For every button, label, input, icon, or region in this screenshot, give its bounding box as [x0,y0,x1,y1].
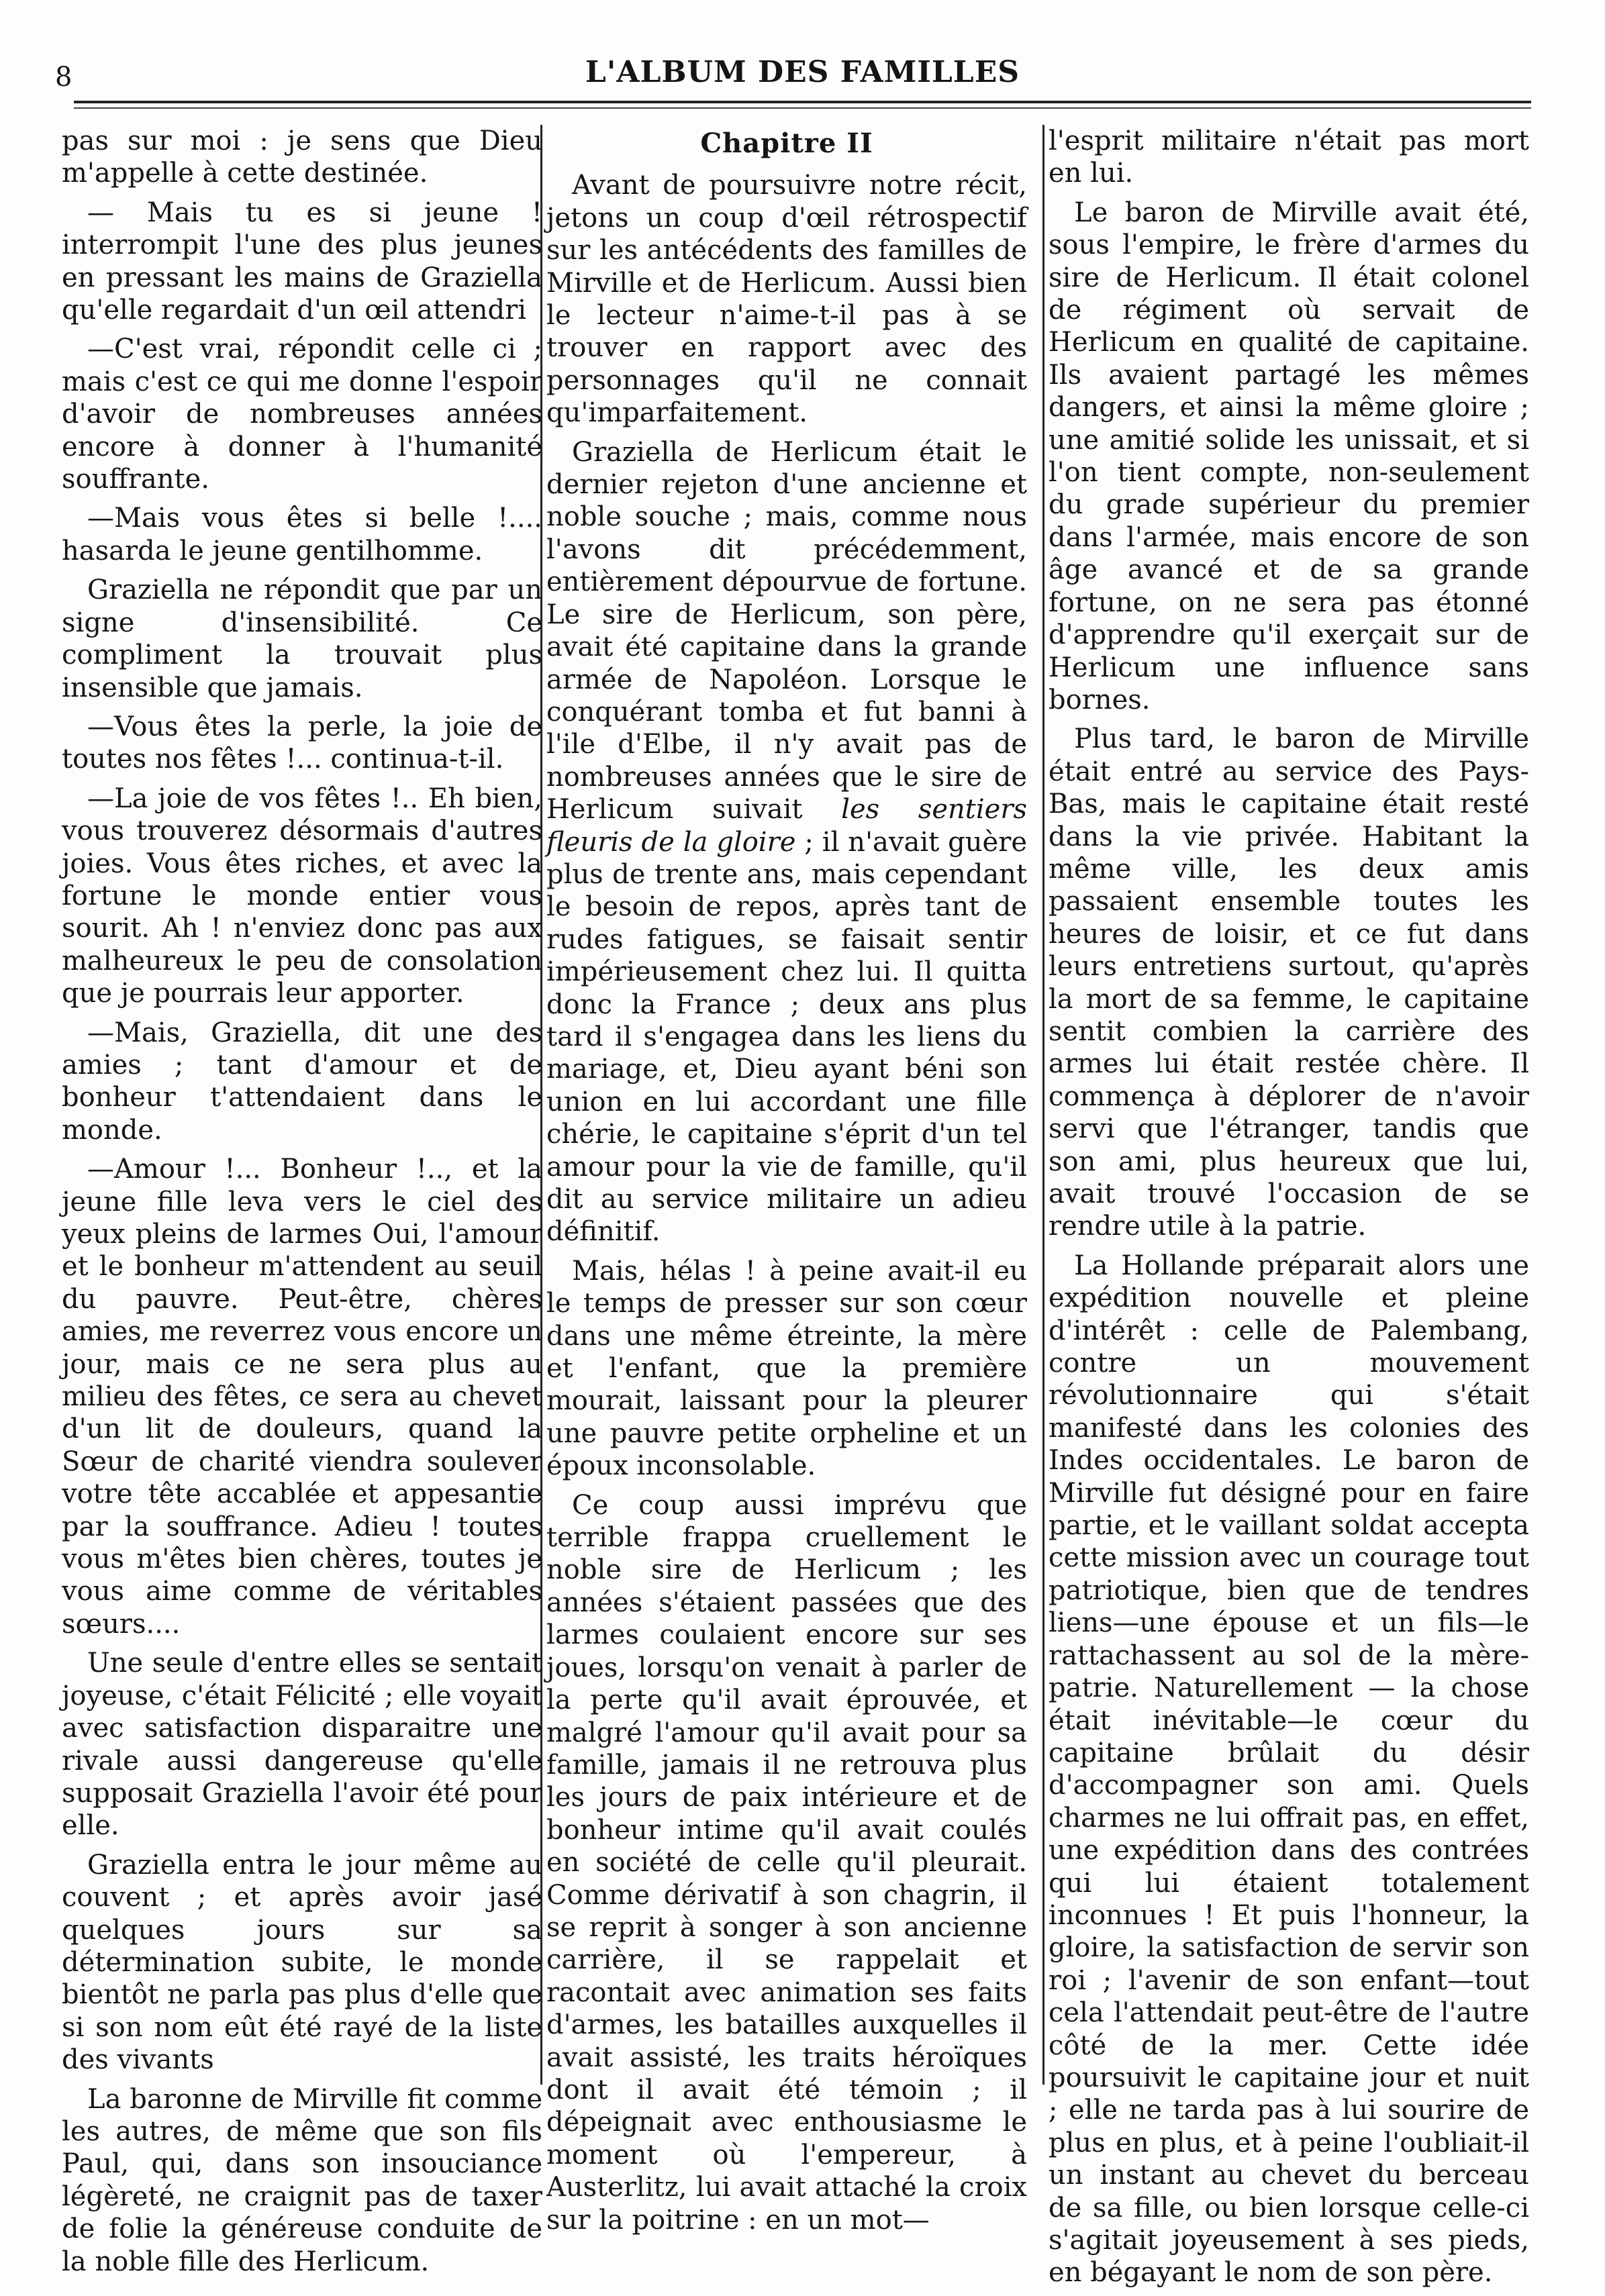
paragraph-text: —Mais, Graziella, dit une des amies ; tant d'amour et de bonheur t'attendaient dans le monde. [62,1017,542,1146]
paragraph-text: Graziella ne répondit que par un signe d'insensibilité. Ce compliment la trouvait plus insensible que jamais. [62,575,542,703]
paragraph-text: l'esprit militaire n'était pas mort en lui. [1049,126,1529,189]
paragraph-text: —Amour !... Bonheur !.., et la jeune fille leva vers le ciel des yeux pleins de larmes Oui, l'amour et le bonheur m'attendent au seuil du pauvre. Peut-être, chères amies, me reverrez vous encore un jour, mais ce ne sera plus au milieu des fêtes, ce sera au chevet d'un lit de douleurs, quand la Sœur de charité viendra soulever votre tête accablée et appesantie par la souffrance. Adieu ! toutes vous m'êtes bien chères, toutes je vous aime comme de véritables sœurs.... [62,1154,542,1640]
paragraph [62,197,542,327]
paragraph [62,125,542,190]
paragraph-text: pas sur moi : je sens que Dieu m'appelle à cette destinée. [62,126,542,189]
paragraph-text-continued: ; il n'avait guère plus de trente ans, mais cependant le besoin de repos, après tant de rudes fatigues, se faisait sentir impérieusement chez lui. Il quitta donc la France ; deux ans plus tard il s'engagea dans les liens du mariage, et, Dieu ayant béni son union en lui accordant une fille chérie, le capitaine s'éprit d'un tel amour pour la vie de famille, qu'il dit au service militaire un adieu définitif. [546,826,1027,1248]
text-column-1 [62,125,542,2285]
paragraph [1049,1250,1529,2289]
paragraph [62,1153,542,1640]
paragraph [62,783,542,1010]
paragraph [1049,197,1529,717]
text-column-2 [546,125,1027,2243]
paragraph [62,1017,542,1147]
paragraph-text: La Hollande préparait alors une expédition nouvelle et pleine d'intérêt : celle de Palembang, contre un mouvement révolutionnaire qui s'était manifesté dans les colonies des Indes occidentales. Le baron de Mirville fut désigné pour en faire partie, et le vaillant soldat accepta cette mission avec un courage tout patriotique, bien que de tendres liens—une épouse et un fils—le rattachassent au sol de la mère-patrie. Naturellement — la chose était inévitable—le cœur du capitaine brûlait du désir d'accompagner son ami. Quels charmes ne lui offrait pas, en effet, une expédition dans des contrées qui lui étaient totalement inconnues ! Et puis l'honneur, la gloire, la satisfaction de servir son roi ; l'avenir de son enfant—tout cela l'attendait peut-être de l'autre côté de la mer. Cette idée poursuivit le capitaine jour et nuit ; elle ne tarda pas à lui sourire de plus en plus, et à peine l'oubliait-il un instant au chevet du berceau de sa fille, ou bien lorsque celle-ci s'agitait joyeusement à ses pieds, en bégayant le nom de son père. [1049,1250,1529,2289]
paragraph-text: Une seule d'entre elles se sentait joyeuse, c'était Félicité ; elle voyait avec satisfaction disparaitre une rivale aussi dangereuse qu'elle supposait Graziella l'avoir été pour elle. [62,1648,542,1842]
paragraph [62,2083,542,2278]
paragraph [546,1489,1027,2236]
paragraph [546,1255,1027,1483]
paragraph-text: —Vous êtes la perle, la joie de toutes nos fêtes !... continua-t-il. [62,711,542,775]
paragraph-text: Graziella de Herlicum était le dernier rejeton d'une ancienne et noble souche ; mais, comme nous l'avons dit précédemment, entièrement dépourvue de fortune. Le sire de Herlicum, son père, avait été capitaine dans la grande armée de Napoléon. Lorsque le conquérant tomba et fut banni à l'ile d'Elbe, il n'y avait pas de nombreuses années que le sire de Herlicum suivait [546,436,1027,826]
paragraph [1049,723,1529,1243]
paragraph-text: Mais, hélas ! à peine avait-il eu le temps de presser sur son cœur dans une même étreinte, la mère et l'enfant, que la première mourait, laissant pour la pleurer une pauvre petite orpheline et un époux inconsolable. [546,1255,1027,1482]
chapter-title: Chapitre II [700,128,873,159]
paragraph [62,333,542,495]
paragraph [62,574,542,704]
header-rule [74,101,1531,103]
italic-phrase: les sentiers fleuris de la gloire [546,794,1027,858]
paragraph-text: Le baron de Mirville avait été, sous l'empire, le frère d'armes du sire de Herlicum. Il était colonel de régiment où servait de Herlicum en qualité de capitaine. Ils avaient partagé les mêmes dangers, et ainsi la même gloire ; une amitié solide les unissait, et si l'on tient compte, non-seulement du grade supérieur du premier dans l'armée, mais encore de son âge avancé et de sa grande fortune, on ne sera pas étonné d'apprendre qu'il exerçait sur de Herlicum une influence sans bornes. [1049,197,1529,715]
paragraph [62,1647,542,1842]
paragraph-text: Plus tard, le baron de Mirville était entré au service des Pays-Bas, mais le capitaine était resté dans la vie privée. Habitant la même ville, les deux amis passaient ensemble toutes les heures de loisir, et ce fut dans leurs entretiens surtout, qu'après la mort de sa femme, le capitaine sentit combien la carrière des armes lui était restée chère. Il commença à déplorer de n'avoir servi que l'étranger, tandis que son ami, plus heureux que lui, avait trouvé l'occasion de se rendre utile à la patrie. [1049,723,1529,1242]
page-number: 8 [55,62,72,93]
header-rule-thin [74,107,1531,109]
paragraph [546,169,1027,429]
paragraph [1049,125,1529,190]
scan-edge [1585,0,1605,2159]
paragraph-text: Avant de poursuivre notre récit, jetons un coup d'œil rétrospectif sur les antécédents des familles de Mirville et de Herlicum. Aussi bien le lecteur n'aime-t-il pas à se trouver en rapport avec des personnages qu'il ne connait qu'imparfaitement. [546,170,1027,429]
paragraph [62,711,542,776]
paragraph-text: Ce coup aussi imprévu que terrible frappa cruellement le noble sire de Herlicum ; les années s'étaient passées que des larmes coulaient encore sur ses joues, lorsqu'on venait à parler de la perte qu'il avait éprouvée, et malgré l'amour qu'il avait pour sa famille, jamais il ne retrouva plus les jours de paix intérieure et de bonheur intime qu'il avait coulés en société de celle qu'il pleurait. Comme dérivatif à son chagrin, il se reprit à songer à son ancienne carrière, il se rappelait et racontait avec animation ses faits d'armes, les batailles auxquelles il avait assisté, les traits héroïques dont il avait été témoin ; il dépeignait avec enthousiasme le moment où l'empereur, à Austerlitz, lui avait attaché la croix sur la poitrine : en un mot— [546,1489,1027,2236]
paragraph-text: La baronne de Mirville fit comme les autres, de même que son fils Paul, qui, dans son insouciance légèreté, ne craignit pas de taxer de folie la généreuse conduite de la noble fille des Herlicum. [62,2083,542,2277]
paragraph [62,1849,542,2077]
paragraph-text: —C'est vrai, répondit celle ci ; mais c'est ce qui me donne l'espoir d'avoir de nombreuses années encore à donner à l'humanité souffrante. [62,334,542,495]
paragraph-text: —Mais vous êtes si belle !.... hasarda le jeune gentilhomme. [62,503,542,566]
text-column-3 [1049,125,1529,2296]
paragraph [62,502,542,567]
paragraph-text: Graziella entra le jour même au couvent ; et après avoir jasé quelques jours sur sa détermination subite, le monde bientôt ne parla pas plus d'elle que si son nom eût été rayé de la liste des vivants [62,1849,542,2076]
column-divider-2 [1042,125,1044,2085]
paragraph-text: — Mais tu es si jeune ! interrompit l'une des plus jeunes en pressant les mains de Graziella qu'elle regardait d'un œil attendri [62,197,542,326]
paragraph-text: —La joie de vos fêtes !.. Eh bien, vous trouverez désormais d'autres joies. Vous êtes riches, et avec la fortune le monde entier vous sourit. Ah ! n'enviez donc pas aux malheureux le peu de consolation que je pourrais leur apporter. [62,783,542,1009]
running-head-title: L'ALBUM DES FAMILLES [585,55,1020,89]
paragraph [546,436,1027,1248]
